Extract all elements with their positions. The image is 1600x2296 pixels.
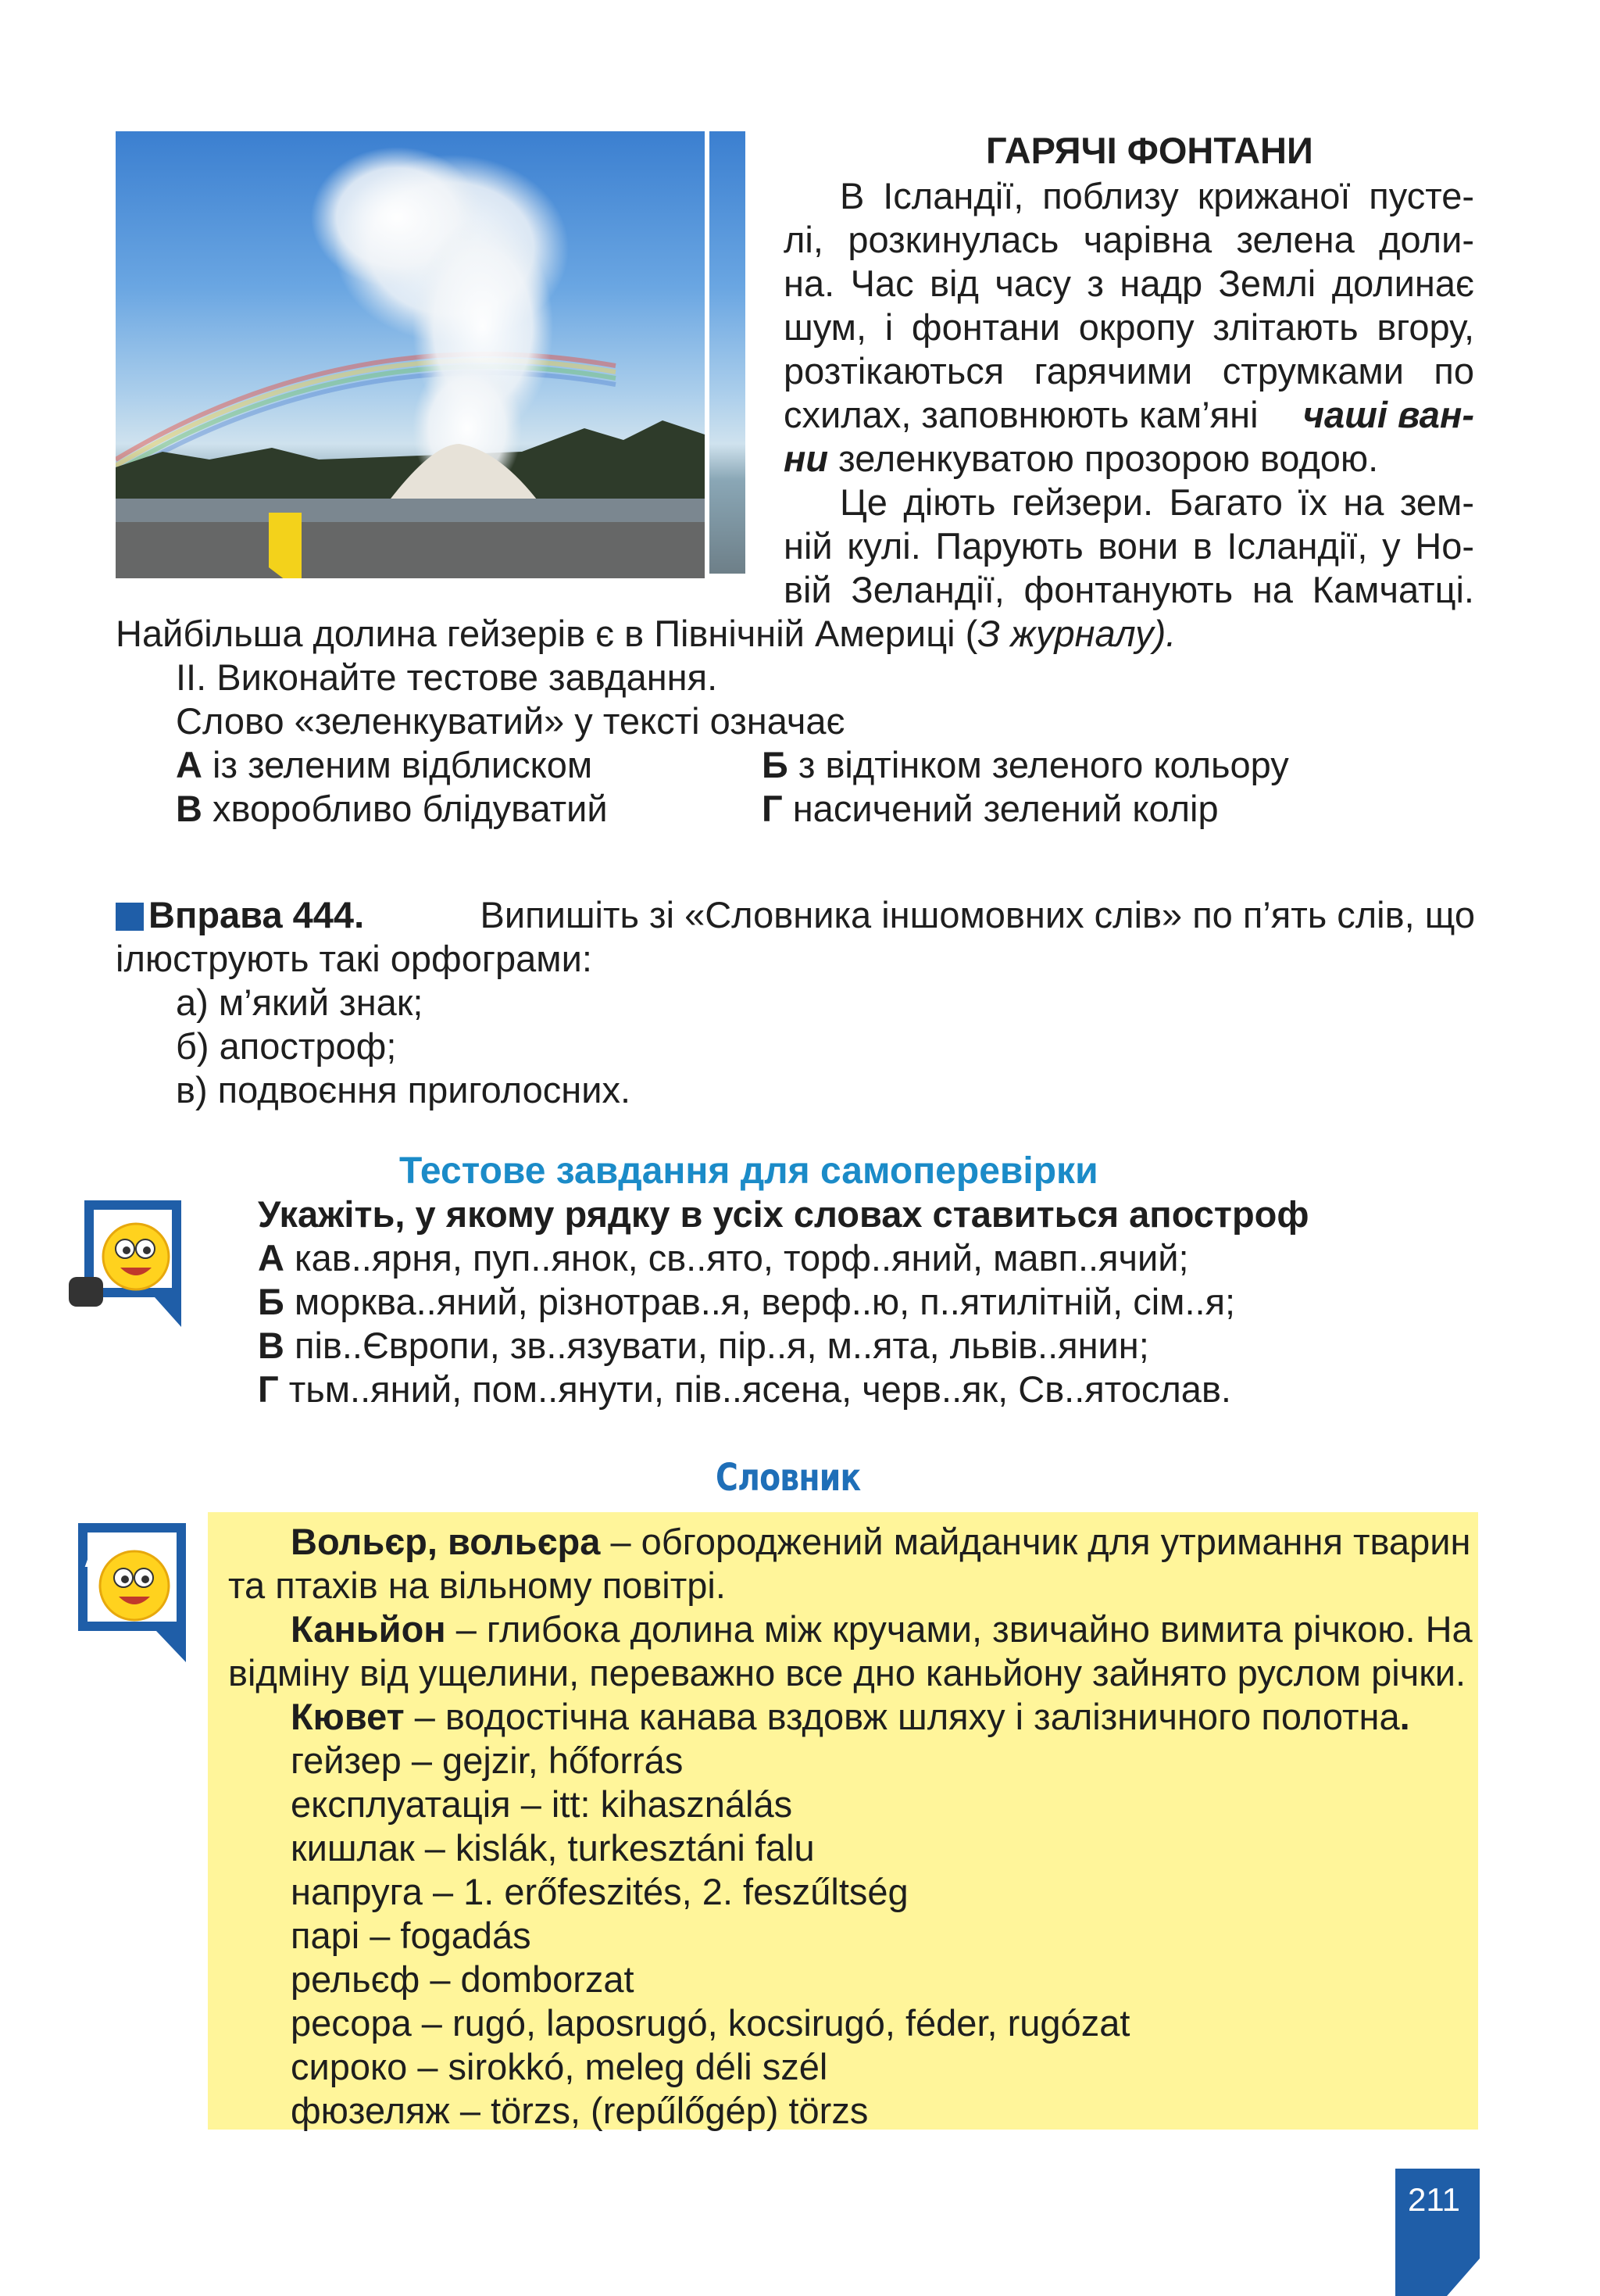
exercise-line: Вправа 444. Випишіть зі «Словника іншомовних слів» по п’ять слів, що — [116, 893, 1475, 937]
task-option: Г насичений зелений колір — [762, 788, 1219, 829]
task-option: А із зеленим відблиском — [176, 744, 593, 785]
story-line: на. Час від часу з надр Землі долинає — [784, 263, 1474, 304]
task-option: В хворобливо блідуватий — [176, 788, 608, 829]
dict-translation: рельєф – domborzat — [291, 1958, 634, 2000]
emphasis-text: чаші ван- — [1302, 394, 1474, 435]
story-line: Найбільша долина гейзерів є в Північній Америці (З журналу). — [116, 613, 1177, 654]
exercise-item: а) м’який знак; — [176, 982, 423, 1023]
story-line: вій Зеландії, фонтанують на Камчатці. — [784, 569, 1474, 610]
dictionary-title: Словник — [716, 1456, 861, 1500]
dict-term: Каньйон — [291, 1608, 446, 1650]
page-number: 211 — [1408, 2181, 1460, 2218]
mascot-letter-right: Я — [162, 1528, 177, 1551]
page-number-tab — [1395, 2169, 1480, 2296]
exercise-item: б) апостроф; — [176, 1025, 397, 1067]
story-line: ній кулі. Парують вони в Ісландії, у Но- — [784, 525, 1474, 567]
story-line: шум, і фонтани окропу злітають вгору, — [784, 306, 1474, 348]
task-option: Б з відтінком зеленого кольору — [762, 744, 1289, 785]
dict-translation: фюзеляж – törzs, (repűlőgép) törzs — [291, 2090, 869, 2131]
dict-entry-line: Каньйон – глибока долина між кручами, звичайно вимита річкою. На — [291, 1608, 1473, 1650]
smiley-dictionary-mascot-icon — [75, 1520, 192, 1665]
story-line: схилах, заповнюють кам’яні чаші ван- — [784, 394, 1474, 435]
exercise-label: Вправа 444. — [148, 894, 365, 935]
task-heading: ІІ. Виконайте тестове завдання. — [176, 656, 718, 698]
exercise-item: в) подвоєння приголосних. — [176, 1069, 631, 1110]
story-line: В Ісландії, поблизу крижаної пусте- — [840, 175, 1474, 216]
bullet-square-icon — [116, 903, 144, 931]
dict-translation: експлуатація – itt: kihasználás — [291, 1783, 793, 1825]
dict-translation: гейзер – gejzir, hőforrás — [291, 1740, 684, 1781]
story-line: ни зеленкуватою прозорою водою. — [784, 438, 1379, 479]
dict-translation: сироко – sirokkó, meleg déli szél — [291, 2046, 828, 2087]
story-line: розтікаються гарячими струмками по — [784, 350, 1474, 392]
dict-entry-line: відміну від ущелини, переважно все дно каньйону зайнято руслом річки. — [228, 1652, 1466, 1693]
smiley-mascot-icon — [69, 1196, 194, 1332]
dict-translation: напруга – 1. erőfeszités, 2. feszűltség — [291, 1871, 909, 1912]
mascot-letter-left: А — [84, 1548, 99, 1572]
story-line: лі, розкинулась чарівна зелена доли- — [784, 219, 1474, 260]
self-test-option: Г тьм..яний, пом..янути, пів..ясена, черв..як, Св..ятослав. — [258, 1368, 1231, 1410]
task-question: Слово «зеленкуватий» у тексті означає — [176, 700, 845, 742]
dict-term: Кювет — [291, 1696, 405, 1737]
self-test-option: А кав..ярня, пуп..янок, св..ято, торф..яний, мавп..ячий; — [258, 1237, 1189, 1279]
exercise-line: ілюструють такі орфограми: — [116, 938, 592, 979]
source-note: З журналу). — [977, 613, 1177, 654]
page-corner-icon — [1395, 2169, 1480, 2296]
self-test-question: Укажіть, у якому рядку в усіх словах ставиться апостроф — [258, 1193, 1309, 1235]
geyser-photo — [116, 131, 745, 578]
self-test-title: Тестове завдання для самоперевірки — [399, 1150, 1098, 1192]
dict-translation: кишлак – kislák, turkesztáni falu — [291, 1827, 815, 1869]
dict-translation: ресора – rugó, laposrugó, kocsirugó, féder, rugózat — [291, 2002, 1130, 2044]
dict-translation: парі – fogadás — [291, 1915, 531, 1956]
self-test-option: Б морква..яний, різнотрав..я, верф..ю, п..ятилітній, сім..я; — [258, 1281, 1236, 1322]
dict-entry-line: та птахів на вільному повітрі. — [228, 1565, 726, 1606]
story-title: ГАРЯЧІ ФОНТАНИ — [986, 130, 1313, 171]
dict-entry-line: Кювет – водостічна канава вздовж шляху і залізничного полотна. — [291, 1696, 1410, 1737]
emphasis-text: ни — [784, 438, 829, 479]
self-test-option: В пів..Європи, зв..язувати, пір..я, м..ята, львів..янин; — [258, 1325, 1149, 1366]
story-line: Це діють гейзери. Багато їх на зем- — [840, 481, 1474, 523]
geyser-illustration — [116, 131, 745, 578]
dict-term: Вольєр, вольєра — [291, 1521, 601, 1562]
dict-entry-line: Вольєр, вольєра – обгороджений майданчик для утримання тварин — [291, 1521, 1471, 1562]
